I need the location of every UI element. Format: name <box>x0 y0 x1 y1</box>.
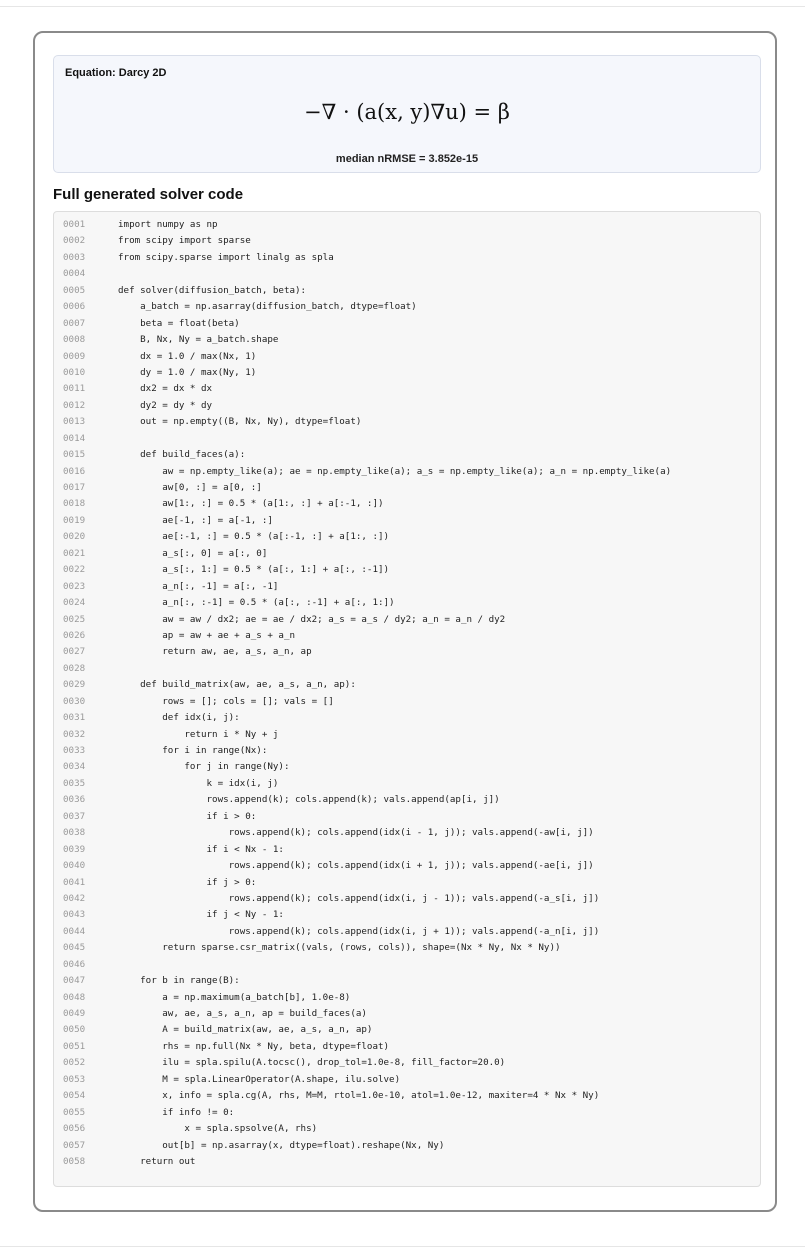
code-line <box>54 414 760 430</box>
line-code: rows.append(k); cols.append(k); vals.append(ap[i, j]) <box>118 794 500 806</box>
code-line <box>54 365 760 381</box>
code-line <box>54 694 760 710</box>
line-code: ilu = spla.spilu(A.tocsc(), drop_tol=1.0e-8, fill_factor=20.0) <box>118 1057 506 1069</box>
code-line <box>54 595 760 611</box>
code-line <box>54 529 760 545</box>
line-code: rows.append(k); cols.append(idx(i, j - 1)); vals.append(-a_s[i, j]) <box>118 892 600 904</box>
line-number: 0040 <box>63 860 86 872</box>
line-code: for i in range(Nx): <box>118 745 268 756</box>
code-line <box>54 1006 760 1022</box>
line-code: aw[0, :] = a[0, :] <box>118 482 262 493</box>
code-line <box>54 825 760 841</box>
line-code: def build_faces(a): <box>118 449 246 461</box>
code-line <box>54 661 760 677</box>
code-line <box>54 349 760 365</box>
code-line <box>54 1088 760 1104</box>
line-code: rhs = np.full(Nx * Ny, beta, dtype=float) <box>118 1040 390 1052</box>
line-number: 0018 <box>63 498 86 510</box>
line-number: 0056 <box>63 1123 86 1135</box>
code-line <box>54 628 760 644</box>
line-number: 0051 <box>63 1040 86 1052</box>
line-number: 0037 <box>63 810 86 822</box>
code-section-title: Full generated solver code <box>53 186 244 203</box>
line-number: 0024 <box>63 597 86 609</box>
line-code: from scipy.sparse import linalg as spla <box>118 251 334 263</box>
code-line <box>54 447 760 463</box>
line-number: 0057 <box>63 1139 86 1151</box>
code-line <box>54 924 760 940</box>
line-number: 0041 <box>63 876 86 888</box>
code-line <box>54 1022 760 1038</box>
line-code: def solver(diffusion_batch, beta): <box>118 284 307 296</box>
line-number: 0017 <box>63 482 86 493</box>
code-line <box>54 579 760 595</box>
code-line <box>54 710 760 726</box>
line-code: import numpy as np <box>118 219 218 230</box>
line-number: 0043 <box>63 909 86 921</box>
line-code: ae[:-1, :] = 0.5 * (a[:-1, :] + a[1:, :]) <box>118 531 390 543</box>
line-code: ap = aw + ae + a_s + a_n <box>118 629 296 641</box>
line-code: rows.append(k); cols.append(idx(i, j + 1)); vals.append(-a_n[i, j]) <box>118 925 600 937</box>
line-code: return aw, ae, a_s, a_n, ap <box>118 646 312 658</box>
line-code: return out <box>118 1155 196 1167</box>
line-code: def build_matrix(aw, ae, a_s, a_n, ap): <box>118 679 356 691</box>
code-line <box>54 990 760 1006</box>
line-number: 0028 <box>63 662 86 674</box>
line-code: A = build_matrix(aw, ae, a_s, a_n, ap) <box>118 1024 373 1036</box>
line-number: 0023 <box>63 580 86 592</box>
code-line <box>54 858 760 874</box>
line-code: a_batch = np.asarray(diffusion_batch, dtype=float) <box>118 301 417 313</box>
line-number: 0031 <box>63 712 86 724</box>
code-line <box>54 1154 760 1170</box>
line-code: return i * Ny + j <box>118 728 279 740</box>
line-code: x = spla.spsolve(A, rhs) <box>118 1123 318 1135</box>
line-code: out = np.empty((B, Nx, Ny), dtype=float) <box>118 416 362 428</box>
line-code: out[b] = np.asarray(x, dtype=float).reshape(Nx, Ny) <box>118 1139 445 1151</box>
line-number: 0033 <box>63 745 86 756</box>
line-number: 0032 <box>63 728 86 740</box>
line-code: aw, ae, a_s, a_n, ap = build_faces(a) <box>118 1008 367 1019</box>
code-line <box>54 957 760 973</box>
line-number: 0044 <box>63 925 86 937</box>
line-code: def idx(i, j): <box>118 712 240 724</box>
code-line <box>54 480 760 496</box>
code-line <box>54 233 760 249</box>
code-line <box>54 496 760 512</box>
line-number: 0004 <box>63 268 86 280</box>
line-code: rows.append(k); cols.append(idx(i - 1, j)); vals.append(-aw[i, j]) <box>118 827 594 839</box>
code-line <box>54 891 760 907</box>
line-number: 0026 <box>63 629 86 641</box>
line-code: if i > 0: <box>118 810 257 822</box>
line-code: M = spla.LinearOperator(A.shape, ilu.solve) <box>118 1073 401 1085</box>
code-lines <box>54 217 760 1170</box>
line-number: 0049 <box>63 1008 86 1019</box>
code-line <box>54 809 760 825</box>
code-line <box>54 907 760 923</box>
line-number: 0038 <box>63 827 86 839</box>
line-number: 0021 <box>63 547 86 559</box>
line-code: beta = float(beta) <box>118 317 240 329</box>
code-line <box>54 727 760 743</box>
line-code: a_s[:, 0] = a[:, 0] <box>118 547 268 559</box>
line-number: 0036 <box>63 794 86 806</box>
line-code: rows.append(k); cols.append(idx(i + 1, j)); vals.append(-ae[i, j]) <box>118 860 594 872</box>
line-number: 0030 <box>63 695 86 707</box>
line-number: 0048 <box>63 991 86 1003</box>
code-line <box>54 283 760 299</box>
line-number: 0046 <box>63 958 86 970</box>
equation-metric: median nRMSE = 3.852e-15 <box>335 153 479 165</box>
code-line <box>54 332 760 348</box>
line-number: 0055 <box>63 1106 86 1118</box>
line-code: for j in range(Ny): <box>118 761 290 773</box>
code-line <box>54 562 760 578</box>
line-number: 0008 <box>63 334 86 346</box>
line-code: for b in range(B): <box>118 975 240 987</box>
line-number: 0058 <box>63 1155 86 1167</box>
equation-panel <box>53 55 761 173</box>
line-number: 0009 <box>63 350 86 362</box>
line-code: a_s[:, 1:] = 0.5 * (a[:, 1:] + a[:, :-1]) <box>118 564 390 576</box>
code-line <box>54 612 760 628</box>
line-number: 0054 <box>63 1090 86 1102</box>
line-number: 0019 <box>63 514 86 526</box>
code-line <box>54 973 760 989</box>
code-line <box>54 1138 760 1154</box>
code-line <box>54 299 760 315</box>
line-number: 0029 <box>63 679 86 691</box>
line-code: B, Nx, Ny = a_batch.shape <box>118 334 279 346</box>
code-line <box>54 1055 760 1071</box>
line-code: aw = aw / dx2; ae = ae / dx2; a_s = a_s / dy2; a_n = a_n / dy2 <box>118 613 506 625</box>
code-line <box>54 743 760 759</box>
code-line <box>54 875 760 891</box>
line-number: 0034 <box>63 761 86 773</box>
line-code: a_n[:, :-1] = 0.5 * (a[:, :-1] + a[:, 1:]) <box>118 597 395 609</box>
line-number: 0014 <box>63 432 86 444</box>
code-line <box>54 464 760 480</box>
code-line <box>54 1039 760 1055</box>
code-line <box>54 1105 760 1121</box>
code-line <box>54 677 760 693</box>
equation-formula-text: −∇ · (a(x, y)∇u) = β <box>304 100 510 124</box>
code-line <box>54 792 760 808</box>
line-number: 0011 <box>63 383 86 395</box>
line-number: 0015 <box>63 449 86 461</box>
line-number: 0016 <box>63 465 86 477</box>
code-line <box>54 1072 760 1088</box>
line-code: ae[-1, :] = a[-1, :] <box>118 514 273 526</box>
line-code: k = idx(i, j) <box>118 777 279 789</box>
line-number: 0053 <box>63 1073 86 1085</box>
line-code: dy2 = dy * dy <box>118 399 213 411</box>
line-number: 0039 <box>63 843 86 855</box>
result-card <box>33 31 777 1212</box>
line-code: aw = np.empty_like(a); ae = np.empty_like(a); a_s = np.empty_like(a); a_n = np.empty_like(a) <box>118 465 672 477</box>
code-line <box>54 217 760 233</box>
code-line <box>54 546 760 562</box>
line-number: 0027 <box>63 646 86 658</box>
line-number: 0022 <box>63 564 86 576</box>
line-number: 0035 <box>63 777 86 789</box>
line-code: if j < Ny - 1: <box>118 909 284 921</box>
bottom-divider <box>0 1246 805 1247</box>
code-line <box>54 940 760 956</box>
code-line <box>54 644 760 660</box>
line-number: 0001 <box>63 219 86 230</box>
line-number: 0003 <box>63 251 86 263</box>
line-number: 0010 <box>63 366 86 378</box>
line-code: a = np.maximum(a_batch[b], 1.0e-8) <box>118 991 351 1003</box>
code-line <box>54 513 760 529</box>
line-code: a_n[:, -1] = a[:, -1] <box>118 580 279 592</box>
line-number: 0025 <box>63 613 86 625</box>
line-code: from scipy import sparse <box>118 235 251 247</box>
line-number: 0042 <box>63 892 86 904</box>
code-line <box>54 776 760 792</box>
code-block[interactable] <box>53 211 761 1187</box>
equation-label: Equation: Darcy 2D <box>65 67 167 79</box>
top-divider <box>0 6 805 7</box>
line-number: 0047 <box>63 975 86 987</box>
line-code: if info != 0: <box>118 1106 235 1118</box>
line-code: if i < Nx - 1: <box>118 843 284 855</box>
line-code: x, info = spla.cg(A, rhs, M=M, rtol=1.0e-10, atol=1.0e-12, maxiter=4 * Nx * Ny) <box>118 1090 600 1102</box>
code-line <box>54 431 760 447</box>
line-code: rows = []; cols = []; vals = [] <box>118 695 334 707</box>
line-code: dx = 1.0 / max(Nx, 1) <box>118 350 257 362</box>
line-number: 0005 <box>63 284 86 296</box>
equation-formula <box>54 100 760 124</box>
line-number: 0013 <box>63 416 86 428</box>
line-number: 0045 <box>63 942 86 954</box>
code-line <box>54 1121 760 1137</box>
code-line <box>54 398 760 414</box>
line-number: 0006 <box>63 301 86 313</box>
line-code: dx2 = dx * dx <box>118 383 213 395</box>
code-line <box>54 842 760 858</box>
line-code: if j > 0: <box>118 876 257 888</box>
code-line <box>54 250 760 266</box>
code-line <box>54 381 760 397</box>
code-line <box>54 316 760 332</box>
line-code: return sparse.csr_matrix((vals, (rows, cols)), shape=(Nx * Ny, Nx * Ny)) <box>118 942 561 954</box>
line-number: 0052 <box>63 1057 86 1069</box>
line-code: aw[1:, :] = 0.5 * (a[1:, :] + a[:-1, :]) <box>118 498 384 510</box>
code-line <box>54 759 760 775</box>
line-number: 0020 <box>63 531 86 543</box>
line-number: 0012 <box>63 399 86 411</box>
line-code: dy = 1.0 / max(Ny, 1) <box>118 366 257 378</box>
line-number: 0050 <box>63 1024 86 1036</box>
code-line <box>54 266 760 282</box>
line-number: 0002 <box>63 235 86 247</box>
line-number: 0007 <box>63 317 86 329</box>
